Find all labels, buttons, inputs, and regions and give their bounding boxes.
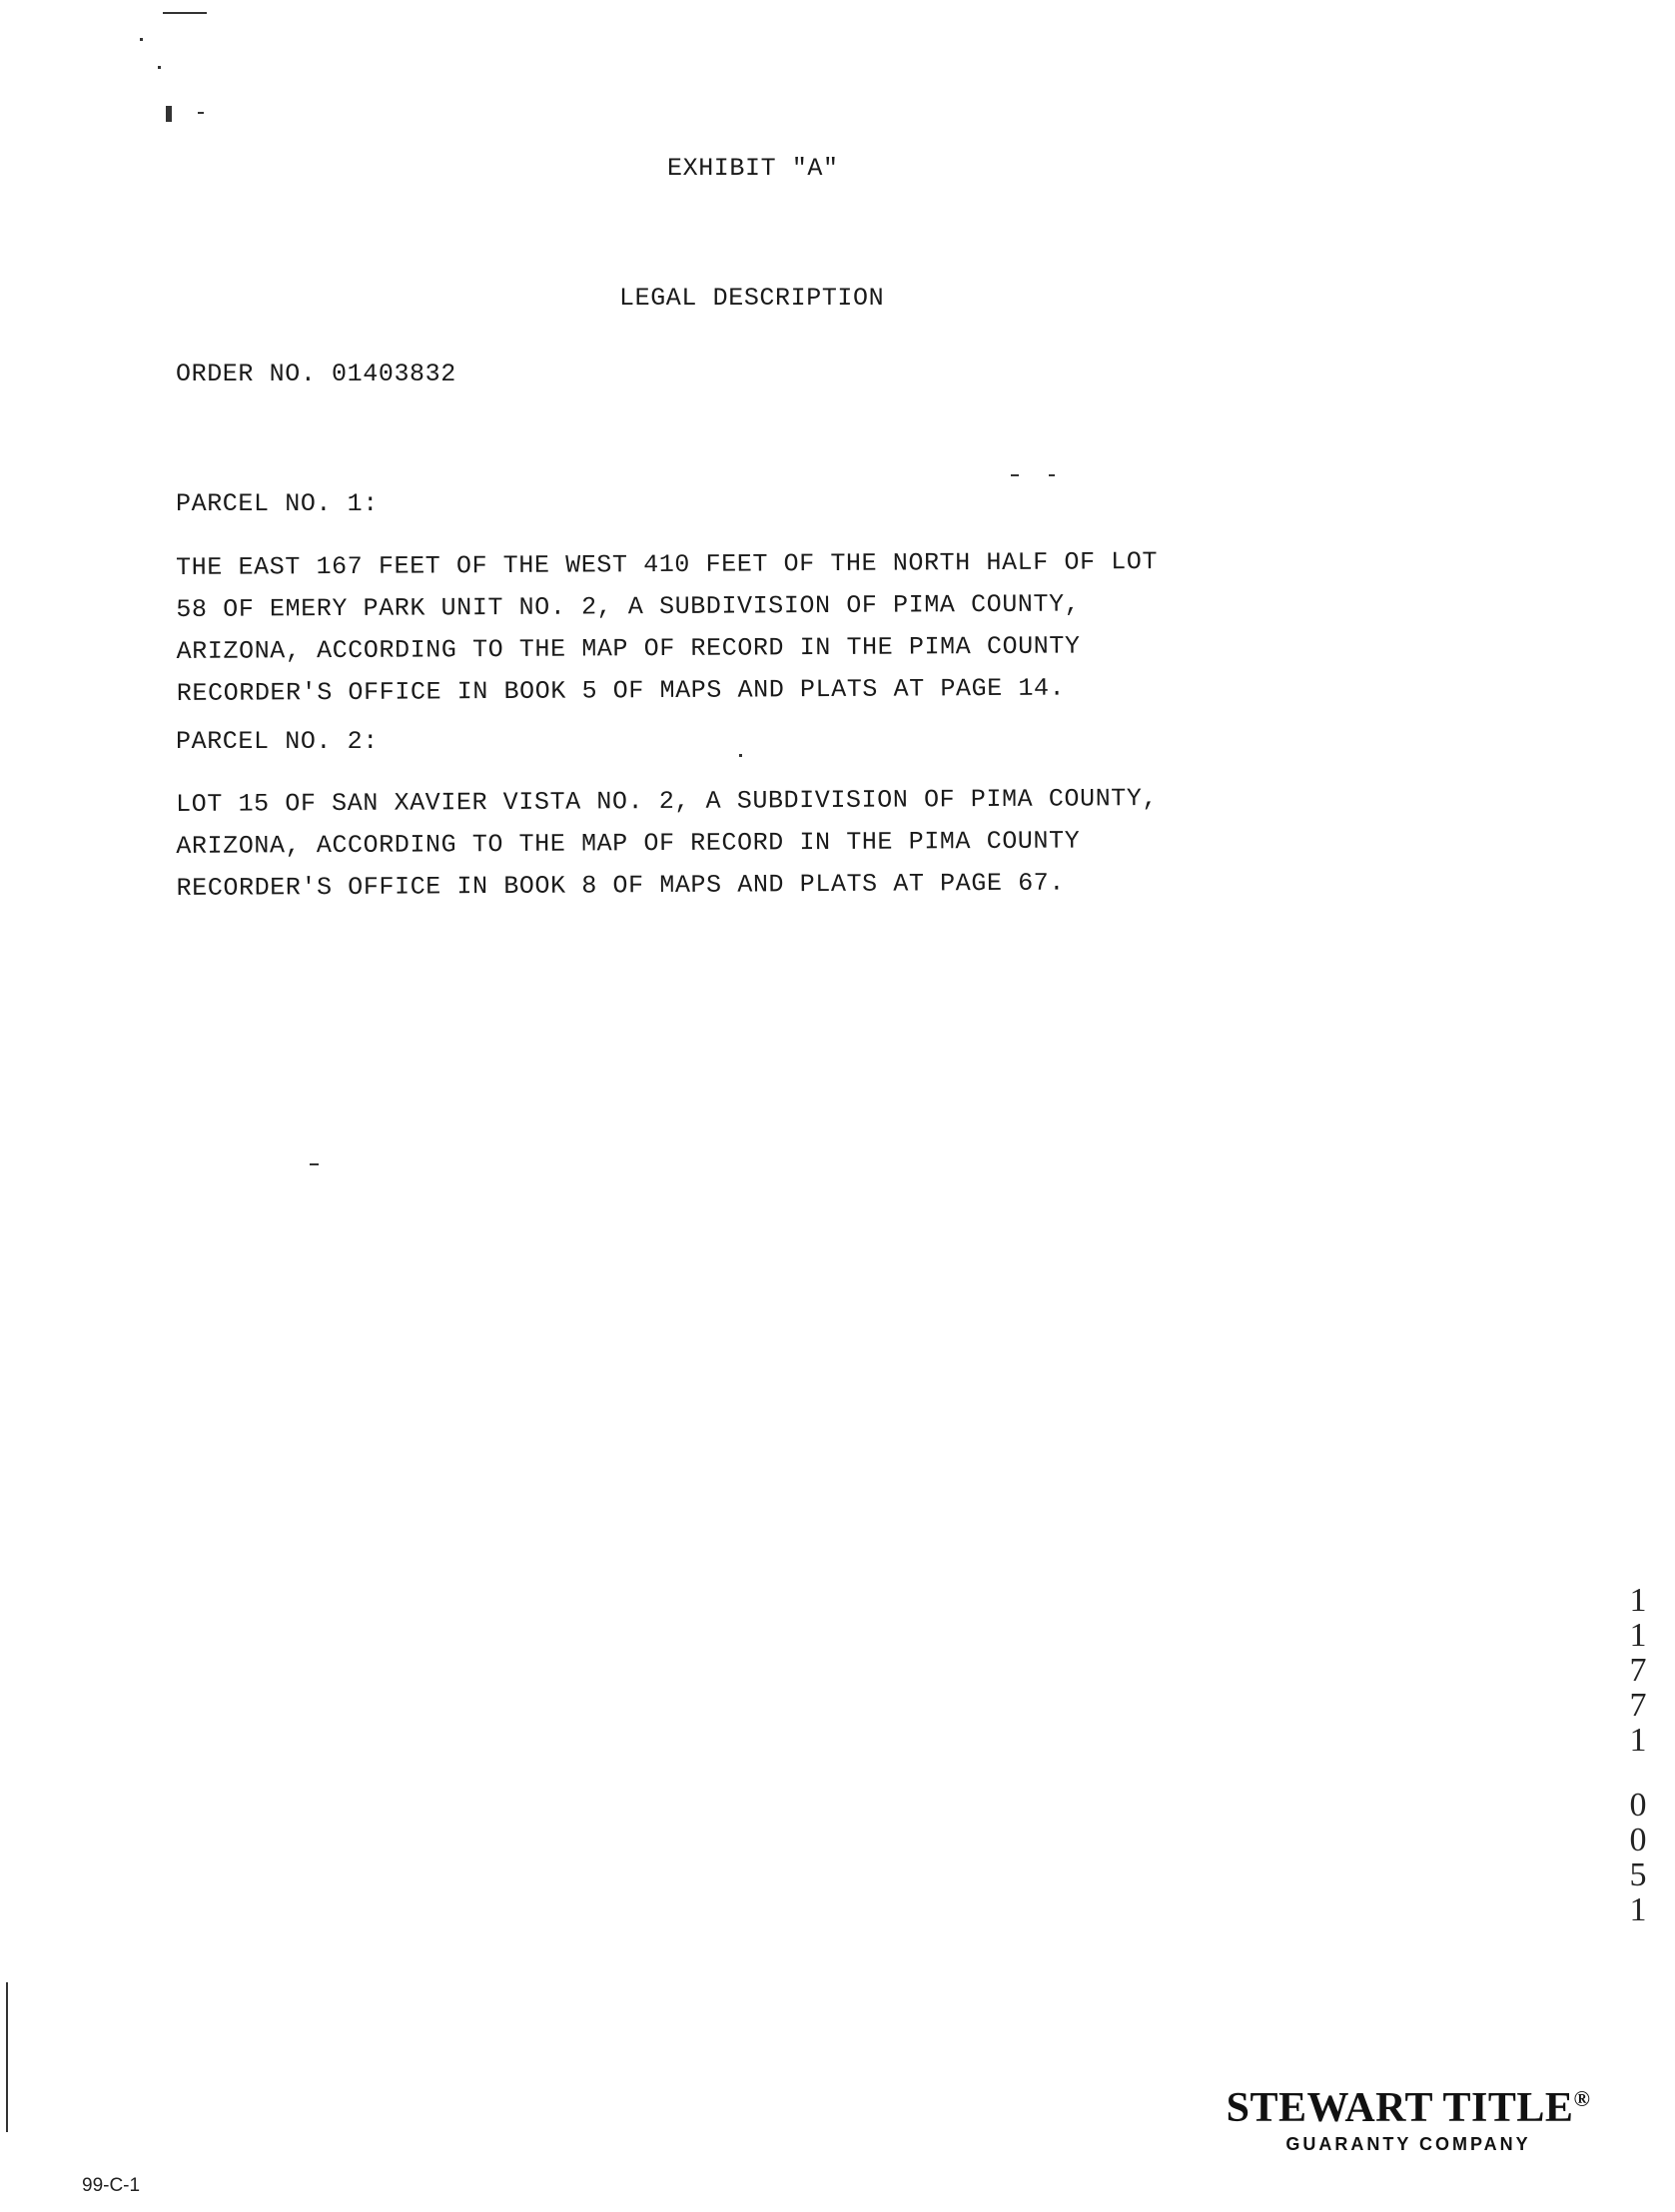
recording-digit: 7 (1629, 1652, 1647, 1689)
stewart-title-logo (1189, 2077, 1628, 2155)
recording-digit: 1 (1629, 1891, 1647, 1928)
scan-mark (166, 106, 172, 122)
form-code: 99-C-1 (82, 2175, 141, 2196)
logo-name (1189, 2077, 1628, 2130)
recording-digit: 0 (1629, 1822, 1647, 1858)
recording-digit: 0 (1629, 1787, 1647, 1824)
recording-digit: 5 (1629, 1856, 1647, 1893)
digit-gap (1618, 1758, 1658, 1788)
scan-mark (6, 1982, 8, 2132)
scan-mark (310, 1163, 319, 1165)
parcel-1-description (176, 541, 1159, 715)
parcel-1-line: ARIZONA, ACCORDING TO THE MAP OF RECORD IN THE PIMA COUNTY (176, 631, 1081, 666)
order-number-line (176, 360, 456, 388)
exhibit-title: EXHIBIT "A" (667, 154, 839, 183)
parcel-1-line: THE EAST 167 FEET OF THE WEST 410 FEET OF THE NORTH HALF OF LOT (176, 546, 1159, 582)
recording-digit: 1 (1629, 1722, 1647, 1759)
legal-description-title: LEGAL DESCRIPTION (619, 284, 885, 313)
scan-mark (739, 754, 742, 757)
order-label: ORDER NO. (176, 360, 317, 388)
parcel-2-heading: PARCEL NO. 2: (176, 727, 379, 756)
scan-mark (1049, 474, 1055, 476)
logo-subtitle: GUARANTY COMPANY (1285, 2134, 1531, 2154)
scan-mark (140, 38, 143, 41)
scan-mark (1011, 474, 1019, 476)
recording-number-vertical (1618, 1583, 1658, 1927)
parcel-1-line: RECORDER'S OFFICE IN BOOK 5 OF MAPS AND PLATS AT PAGE 14. (176, 673, 1066, 708)
parcel-2-description (176, 778, 1159, 910)
registered-mark: ® (1573, 2086, 1591, 2111)
parcel-1-heading: PARCEL NO. 1: (176, 489, 379, 518)
order-number: 01403832 (332, 360, 456, 388)
parcel-2-line: ARIZONA, ACCORDING TO THE MAP OF RECORD IN THE PIMA COUNTY (176, 826, 1081, 861)
parcel-2-line: RECORDER'S OFFICE IN BOOK 8 OF MAPS AND PLATS AT PAGE 67. (176, 868, 1066, 903)
logo-name-text: STEWART TITLE (1226, 2085, 1574, 2131)
scan-mark (163, 12, 207, 14)
recording-digit: 1 (1629, 1582, 1647, 1619)
recording-digit: 7 (1629, 1687, 1647, 1724)
scan-mark (158, 66, 161, 69)
parcel-1-line: 58 OF EMERY PARK UNIT NO. 2, A SUBDIVISION OF PIMA COUNTY, (176, 589, 1081, 624)
recording-digit: 1 (1629, 1617, 1647, 1654)
parcel-2-line: LOT 15 OF SAN XAVIER VISTA NO. 2, A SUBDIVISION OF PIMA COUNTY, (176, 783, 1159, 819)
scan-mark (198, 112, 204, 114)
